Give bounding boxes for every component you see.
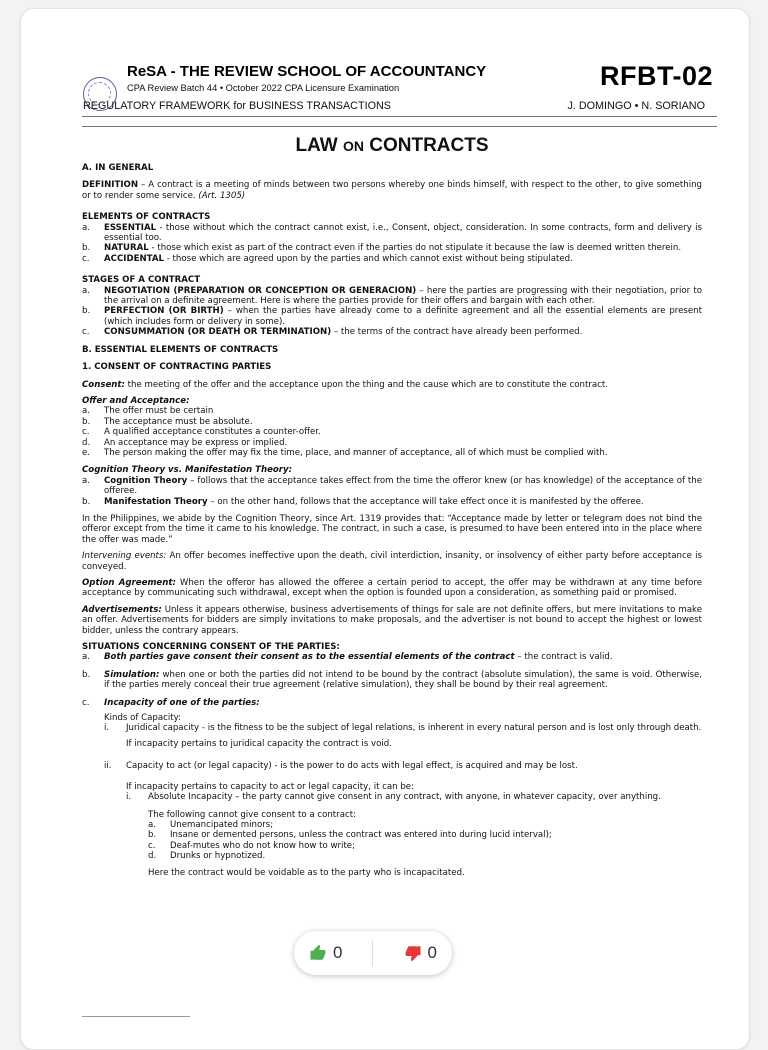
list-item: b. Manifestation Theory – on the other hand, follows that the acceptance will take effect once it is manifested by the offeree. (82, 496, 644, 507)
like-button[interactable] (309, 943, 342, 963)
like-count: 0 (333, 943, 343, 962)
intervening-paragraph: Intervening events: An offer becomes ineffective upon the death, civil interdiction, insanity, or insolvency of either party before acceptance is conveyed. (82, 551, 702, 572)
list-item: a. Both parties gave consent their consent as to the essential elements of the contract – the contract is valid. (82, 652, 613, 663)
situations-heading: SITUATIONS CONCERNING CONSENT OF THE PARTIES: (82, 642, 340, 653)
list-item: i. Absolute Incapacity – the party cannot give consent in any contract, with anyone, in whatever capacity, over anything. The following cannot give consent to a contract: a. Unemancipated minors; b. Insane or demented persons, unless the contract was entered into during lucid interval); c. Deaf-mutes who do not know how to write; d. Drunks or hypnotized. Here the contract would be voidable as to the party who is incapacitated. (104, 792, 702, 878)
list-item: a. ESSENTIAL - those without which the contract cannot exist, i.e., Consent, object, consideration. In some contracts, form and delivery is essential too. (82, 222, 702, 244)
theory-list (82, 476, 702, 507)
list-item: c. CONSUMMATION (OR DEATH OR TERMINATION) – the terms of the contract have already been performed. (82, 327, 583, 338)
list-item: c. ACCIDENTAL - those which are agreed upon by the parties and which cannot exist without being stipulated. (82, 253, 573, 264)
section-1-heading: 1. CONSENT OF CONTRACTING PARTIES (82, 362, 272, 373)
footnote-rule (82, 1016, 190, 1017)
consent-definition: Consent: the meeting of the offer and the acceptance upon the thing and the cause which are to constitute the contract. (82, 379, 609, 390)
course-code: RFBT-02 (599, 61, 713, 91)
batch-info: CPA Review Batch 44 • October 2022 CPA Licensure Examination (127, 83, 400, 93)
list-item: b. NATURAL - those which exist as part of the contract even if the parties do not stipulate it because the law is deemed written therein. (82, 243, 682, 254)
school-name: ReSA - THE REVIEW SCHOOL OF ACCOUNTANCY (127, 63, 487, 80)
document-body (82, 133, 702, 878)
note: If incapacity pertains to capacity to act or legal capacity, it can be: (126, 781, 414, 792)
list-item: a. The offer must be certain (82, 406, 214, 417)
header-rule-top (82, 116, 717, 117)
reaction-bar (294, 931, 452, 975)
thumbs-down-icon (404, 944, 422, 962)
philippines-paragraph: In the Philippines, we abide by the Cognition Theory, since Art. 1319 provides that: “Acceptance made by letter or telegram does not bind the offeror except from the time it came to his knowledge. The contract, in such a case, is presumed to have been entered into in the place where the offer was made.” (82, 513, 702, 545)
voidable-note: Here the contract would be voidable as to the party who is incapacitated. (148, 867, 465, 878)
theory-heading: Cognition Theory vs. Manifestation Theory: (82, 465, 293, 476)
thumbs-up-icon (309, 944, 327, 962)
note: If incapacity pertains to juridical capacity the contract is void. (126, 738, 392, 749)
list-item: c. Deaf-mutes who do not know how to write; (148, 840, 355, 851)
section-a-heading: A. IN GENERAL (82, 163, 154, 173)
list-item: b. Insane or demented persons, unless the contract was entered into during lucid interval); (148, 830, 552, 841)
elements-list (82, 223, 702, 265)
option-paragraph: Option Agreement: When the offeror has allowed the offeree a certain period to accept, the offer may be withdrawn at any time before acceptance by communicating such withdrawal, except when the option is founded upon a consideration, as something paid or promised. (82, 578, 702, 599)
section-b-heading: B. ESSENTIAL ELEMENTS OF CONTRACTS (82, 344, 279, 355)
advertisement-paragraph: Advertisements: Unless it appears otherwise, business advertisements of things for sale are not definite offers, but mere invitations to make an offer. Advertisements for bidders are simply invitations to make proposals, and the advertiser is not bound to accept the highest or lowest bidder, unless the contrary appears. (82, 604, 702, 636)
subject-name: REGULATORY FRAMEWORK for BUSINESS TRANSACTIONS (83, 100, 391, 112)
page-title: LAW ON CONTRACTS (295, 135, 489, 156)
list-item: c. Incapacity of one of the parties: (82, 697, 260, 708)
list-item: a. NEGOTIATION (PREPARATION OR CONCEPTION OR GENERACION) – here the parties are progressing with their negotiation, prior to the arrival on a definite agreement. Here is where the parties provide for their offers and bargain with each other. (82, 285, 702, 307)
list-item: e. The person making the offer may fix the time, place, and manner of acceptance, all of which must be complied with. (82, 447, 608, 458)
document-page (20, 8, 750, 1050)
document-header (21, 9, 749, 139)
capacity-block (104, 713, 702, 878)
list-item: b. The acceptance must be absolute. (82, 416, 253, 427)
list-item: d. An acceptance may be express or implied. (82, 437, 288, 448)
dislike-count: 0 (427, 943, 437, 962)
list-item: ii. Capacity to act (or legal capacity) - is the power to do acts with legal effect, is acquired and may be lost. (104, 761, 578, 772)
list-item: b. PERFECTION (OR BIRTH) – when the parties have already come to a definite agreement and all the essential elements are present (which includes form or delivery in some). (82, 306, 702, 327)
list-item: c. A qualified acceptance constitutes a counter-offer. (82, 427, 321, 438)
stages-list (82, 286, 702, 338)
dislike-button[interactable] (404, 943, 437, 963)
authors: J. DOMINGO • N. SORIANO (567, 100, 705, 112)
list-item: a. Cognition Theory – follows that the acceptance takes effect from the time the offeror knew (or has knowledge) of the acceptance of the offeree. (82, 475, 703, 497)
offer-heading: Offer and Acceptance: (82, 395, 190, 406)
kinds-label: Kinds of Capacity: (104, 713, 181, 724)
list-item: d. Drunks or hypnotized. (148, 851, 266, 862)
elements-heading: ELEMENTS OF CONTRACTS (82, 212, 211, 223)
reaction-divider (372, 940, 373, 966)
stages-heading: STAGES OF A CONTRACT (82, 275, 201, 286)
list-item: i. Juridical capacity - is the fitness to be the subject of legal relations, is inherent in every natural person and is lost only through death. (104, 723, 702, 734)
list-item: b. Simulation: when one or both the parties did not intend to be bound by the contract (absolute simulation), the same is void. Otherwise, if the parties merely conceal their true agreement (relative simulation), they shall be bound by their real agreement. (82, 669, 702, 691)
header-rule-bottom (82, 126, 717, 127)
offer-list (82, 406, 702, 458)
list-item: a. Unemancipated minors; (148, 819, 274, 830)
definition: DEFINITION – A contract is a meeting of minds between two persons whereby one binds himself, with respect to the other, to give something or to render some service. (Art. 1305) (82, 180, 702, 201)
